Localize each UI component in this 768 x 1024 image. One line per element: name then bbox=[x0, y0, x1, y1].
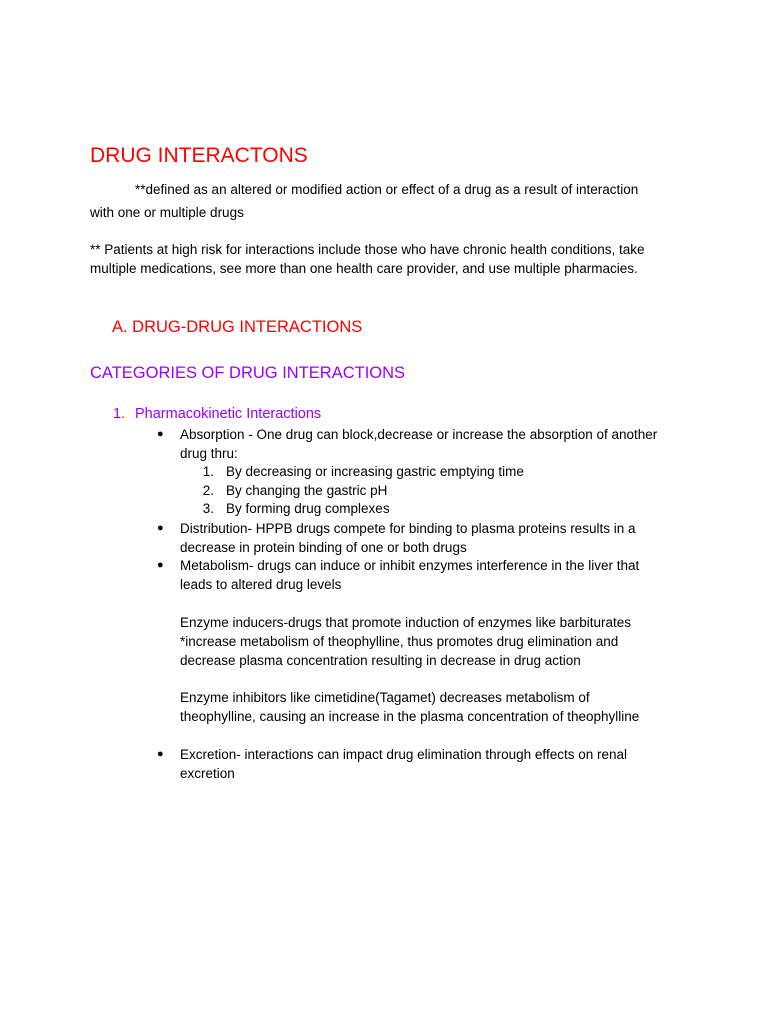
pk-list-marker: 1. bbox=[113, 406, 126, 422]
definition-line-2: with one or multiple drugs bbox=[90, 205, 244, 220]
inducers-line-1: Enzyme inducers-drugs that promote induction of enzymes like barbiturates bbox=[180, 615, 631, 630]
inducers-line-3: decrease plasma concentration resulting in decrease in drug action bbox=[180, 653, 581, 668]
absorption-line-1: Absorption - One drug can block,decrease or increase the absorption of another bbox=[180, 427, 658, 442]
distribution-line-1: Distribution- HPPB drugs compete for binding to plasma proteins results in a bbox=[180, 521, 636, 536]
absorption-sub-marker-3: 3. bbox=[202, 501, 214, 516]
absorption-sub-item-3: By forming drug complexes bbox=[226, 501, 390, 516]
absorption-sub-marker-2: 2. bbox=[202, 483, 214, 498]
section-a-heading: A. DRUG-DRUG INTERACTIONS bbox=[112, 318, 363, 336]
document-title: DRUG INTERACTONS bbox=[90, 144, 308, 167]
risk-line-1: ** Patients at high risk for interactions include those who have chronic health conditions, take bbox=[90, 242, 645, 257]
absorption-sub-item-1: By decreasing or increasing gastric emptying time bbox=[226, 464, 524, 479]
categories-heading: CATEGORIES OF DRUG INTERACTIONS bbox=[90, 364, 406, 382]
absorption-line-2: drug thru: bbox=[180, 446, 238, 461]
excretion-line-1: Excretion- interactions can impact drug elimination through effects on renal bbox=[180, 747, 627, 762]
distribution-line-2: decrease in protein binding of one or both drugs bbox=[180, 540, 467, 555]
pk-heading: Pharmacokinetic Interactions bbox=[135, 406, 322, 422]
absorption-sub-marker-1: 1. bbox=[202, 464, 214, 479]
absorption-sub-item-2: By changing the gastric pH bbox=[226, 483, 388, 498]
bullet-metabolism: ● bbox=[157, 559, 164, 571]
bullet-distribution: ● bbox=[157, 522, 164, 534]
metabolism-line-1: Metabolism- drugs can induce or inhibit enzymes interference in the liver that bbox=[180, 558, 640, 573]
inducers-line-2: *increase metabolism of theophylline, thus promotes drug elimination and bbox=[180, 634, 619, 649]
bullet-excretion: ● bbox=[157, 748, 164, 760]
inhibitors-line-1: Enzyme inhibitors like cimetidine(Tagamet) decreases metabolism of bbox=[180, 690, 590, 705]
risk-line-2: multiple medications, see more than one health care provider, and use multiple pharmacies. bbox=[90, 261, 638, 276]
inhibitors-line-2: theophylline, causing an increase in the plasma concentration of theophylline bbox=[180, 709, 640, 724]
definition-line-1: **defined as an altered or modified action or effect of a drug as a result of interaction bbox=[135, 182, 639, 197]
bullet-absorption: ● bbox=[157, 428, 164, 440]
excretion-line-2: excretion bbox=[180, 766, 235, 781]
metabolism-line-2: leads to altered drug levels bbox=[180, 577, 342, 592]
